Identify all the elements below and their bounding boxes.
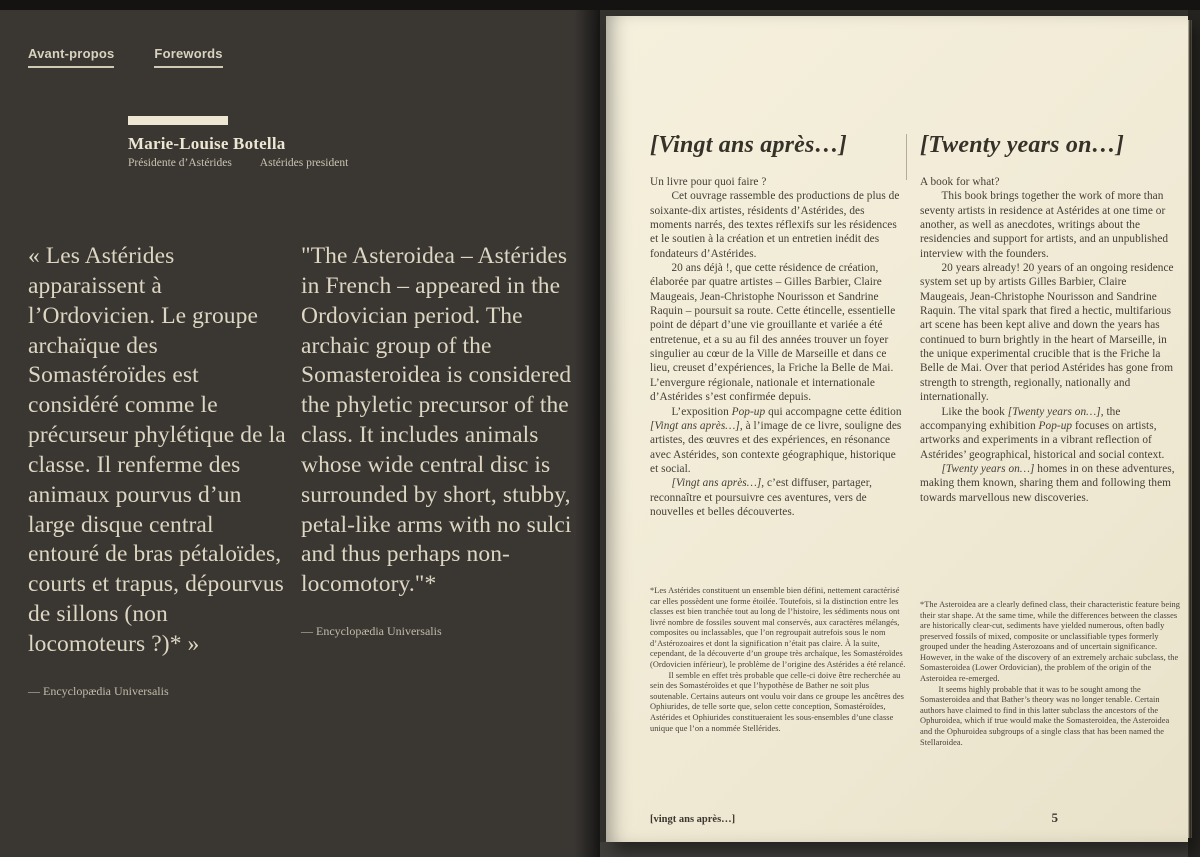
column-divider [906,134,907,180]
running-title: [vingt ans après…] [650,814,736,825]
author-block [128,116,348,169]
paragraph: Un livre pour quoi faire ? [650,176,767,188]
footnote-paragraph: It seems highly probable that it was to be sought among the Somasteroidea and that Bather’s theory was no longer tenable. Certain authors have claimed to find in this latter subclass the ancestors of the Ophuroidea, which if true would make the Somasteroidea, the Asteroidea and the Ophuroidea subgroups of a single class that has been named the Stellaroidea. [920,684,1170,747]
photo-background-top [0,0,1200,10]
page-footer [650,810,1150,826]
tab-forewords: Forewords [154,46,222,68]
section-tabs [28,46,223,68]
quote-text-french: « Les Astérides apparaissent à l’Ordovicien. Le groupe archaïque des Somastéroïdes est considéré comme le précurseur phylétique de la classe. Il renferme des animaux pourvus d’un large disque central entouré de bras pétaloïdes, courts et trapus, dépourvus de sillons (non locomoteurs ?)* » [28,243,286,657]
footnote-paragraph: *Les Astérides constituent un ensemble bien défini, nettement caractérisé car elles possèdent une forme étoilée. Toutefois, si la distinction entre les classes est bien tranchée tout au long de l’histoire, les sédiments nous ont livré nombre de fossiles souvent mal conservés, aux caractères mélangés, composites ou inclassables, que l’on regroupait autrefois sous le nom d’Astérozoaires et dont la signification n’était pas claire. À la suite, cependant, de la découverte d’un groupe très archaïque, les Somastéroïdes (Ordovicien inférieur), le problème de l’origine des Astérides a été relancé. [650,586,906,670]
page-number: 5 [1051,810,1058,825]
right-page [606,16,1188,842]
quote-attribution-english: — Encyclopædia Universalis [301,624,442,639]
footnote-paragraph: Il semble en effet très probable que celle-ci doive être recherchée au sein des Somastéroïdes et que l’hypothèse de Bather ne soit plus soutenable. Certains auteurs ont voulu voir dans ce groupe les ancêtres des Ophiurides, de telle sorte que, selon cette conception, Somastéroïdes, Astérides et Ophiurides constitueraient les sous-ensembles d’une classe unique que l’on a nommée Stellérides. [650,670,904,733]
footnote-paragraph: *The Asteroidea are a clearly defined class, their characteristic feature being their star shape. At the same time, while the differences between the classes are historically clear-cut, sediments have yielded numerous, often badly preserved fossils of mixed, composite or unclassifiable types formerly grouped under the heading Asterozoans and of uncertain significance. However, in the wake of the discovery of an extremely archaic subclass, the Somasteroidea (Lower Ordovician), the problem of the origin of the Asteroidea re-emerged. [920,600,1180,684]
author-role-fr: Présidente d’Astérides [128,157,232,169]
footnote-english [920,600,1182,748]
paragraph: [Vingt ans après…], c’est diffuser, partager, reconnaître et poursuivre ces aventures, vers de nouvelles et belles découvertes. [650,477,872,518]
body-text-english [920,175,1176,505]
paragraph: Cet ouvrage rassemble des productions de plus de soixante-dix artistes, résidents d’Astérides, des moments narrés, des textes réflexifs sur les résidences et le soutien à la création et un entretien inédit des fondateurs d’Astérides. [650,190,900,260]
column-title-french: [Vingt ans après…] [650,132,847,158]
column-french [650,132,902,519]
quote-column-french [28,242,286,699]
paragraph: 20 ans déjà !, que cette résidence de création, élaborée par quatre artistes – Gilles Barbier, Claire Maugeais, Jean-Christophe Nourisson et Sandrine Raquin – poursuit sa route. Cette étincelle, essentielle point de départ d’une vie grouillante et variée a été entretenue, et a su au fil des années trouver un foyer singulier au cœur de la Ville de Marseille et dans ce lieu, creuset d’expériences, la Friche la Belle de Mai. L’envergure régionale, nationale et internationale d’Astérides s’est confirmée depuis. [650,262,896,404]
paragraph: This book brings together the work of more than seventy artists in residence at Astérides at one time or another, as well as anecdotes, writings about the residencies and support for artists, and an unpublished interview with the founders. [920,190,1169,260]
paragraph: [Twenty years on…] homes in on these adventures, making them known, sharing them and following them towards marvellous new discoveries. [920,462,1175,504]
paragraph: Like the book [Twenty years on…], the accompanying exhibition Pop-up focuses on artists, artworks and experiments in a vibrant reflection of Astérides’ geographical, historical and social context. [920,405,1165,461]
body-text-french [650,175,902,519]
left-page [0,6,600,857]
column-title-english: [Twenty years on…] [920,132,1125,158]
quote-column-english [301,242,573,699]
author-name: Marie-Louise Botella [128,134,286,153]
quote-text-english: "The Asteroidea – Astérides in French – appeared in the Ordovician period. The archaic group of the Somasteroidea is considered the phyletic precursor of the class. It includes animals whose wide central disc is surrounded by short, stubby, petal-like arms with no sulci and thus perhaps non-locomotory."* [301,243,572,598]
paragraph: L’exposition Pop-up qui accompagne cette édition [Vingt ans après…], à l’image de ce livre, souligne des artistes, des œuvres et des expériences, en résonance avec Astérides, son contexte géographique, historique et social. [650,405,902,475]
author-role-en: Astérides president [259,157,349,169]
quote-attribution-french: — Encyclopædia Universalis [28,683,169,698]
column-english [920,132,1176,505]
quote-columns [28,242,576,699]
paragraph: 20 years already! 20 years of an ongoing residence system set up by artists Gilles Barbier, Claire Maugeais, Jean-Christophe Nourisson and Sandrine Raquin. The vital spark that fired a hectic, multifarious art scene has been kept alive and down the years has continued to burn brightly in the heart of Marseille, in the unique experimental crucible that is the Friche la Belle de Mai. Over that period Astérides has gone from strength to strength, regionally, nationally and internationally. [920,262,1174,404]
author-rule [128,116,228,125]
footnote-french [650,586,908,734]
paragraph: A book for what? [920,176,1000,188]
tab-avant-propos: Avant-propos [28,46,114,68]
author-roles [128,157,348,169]
